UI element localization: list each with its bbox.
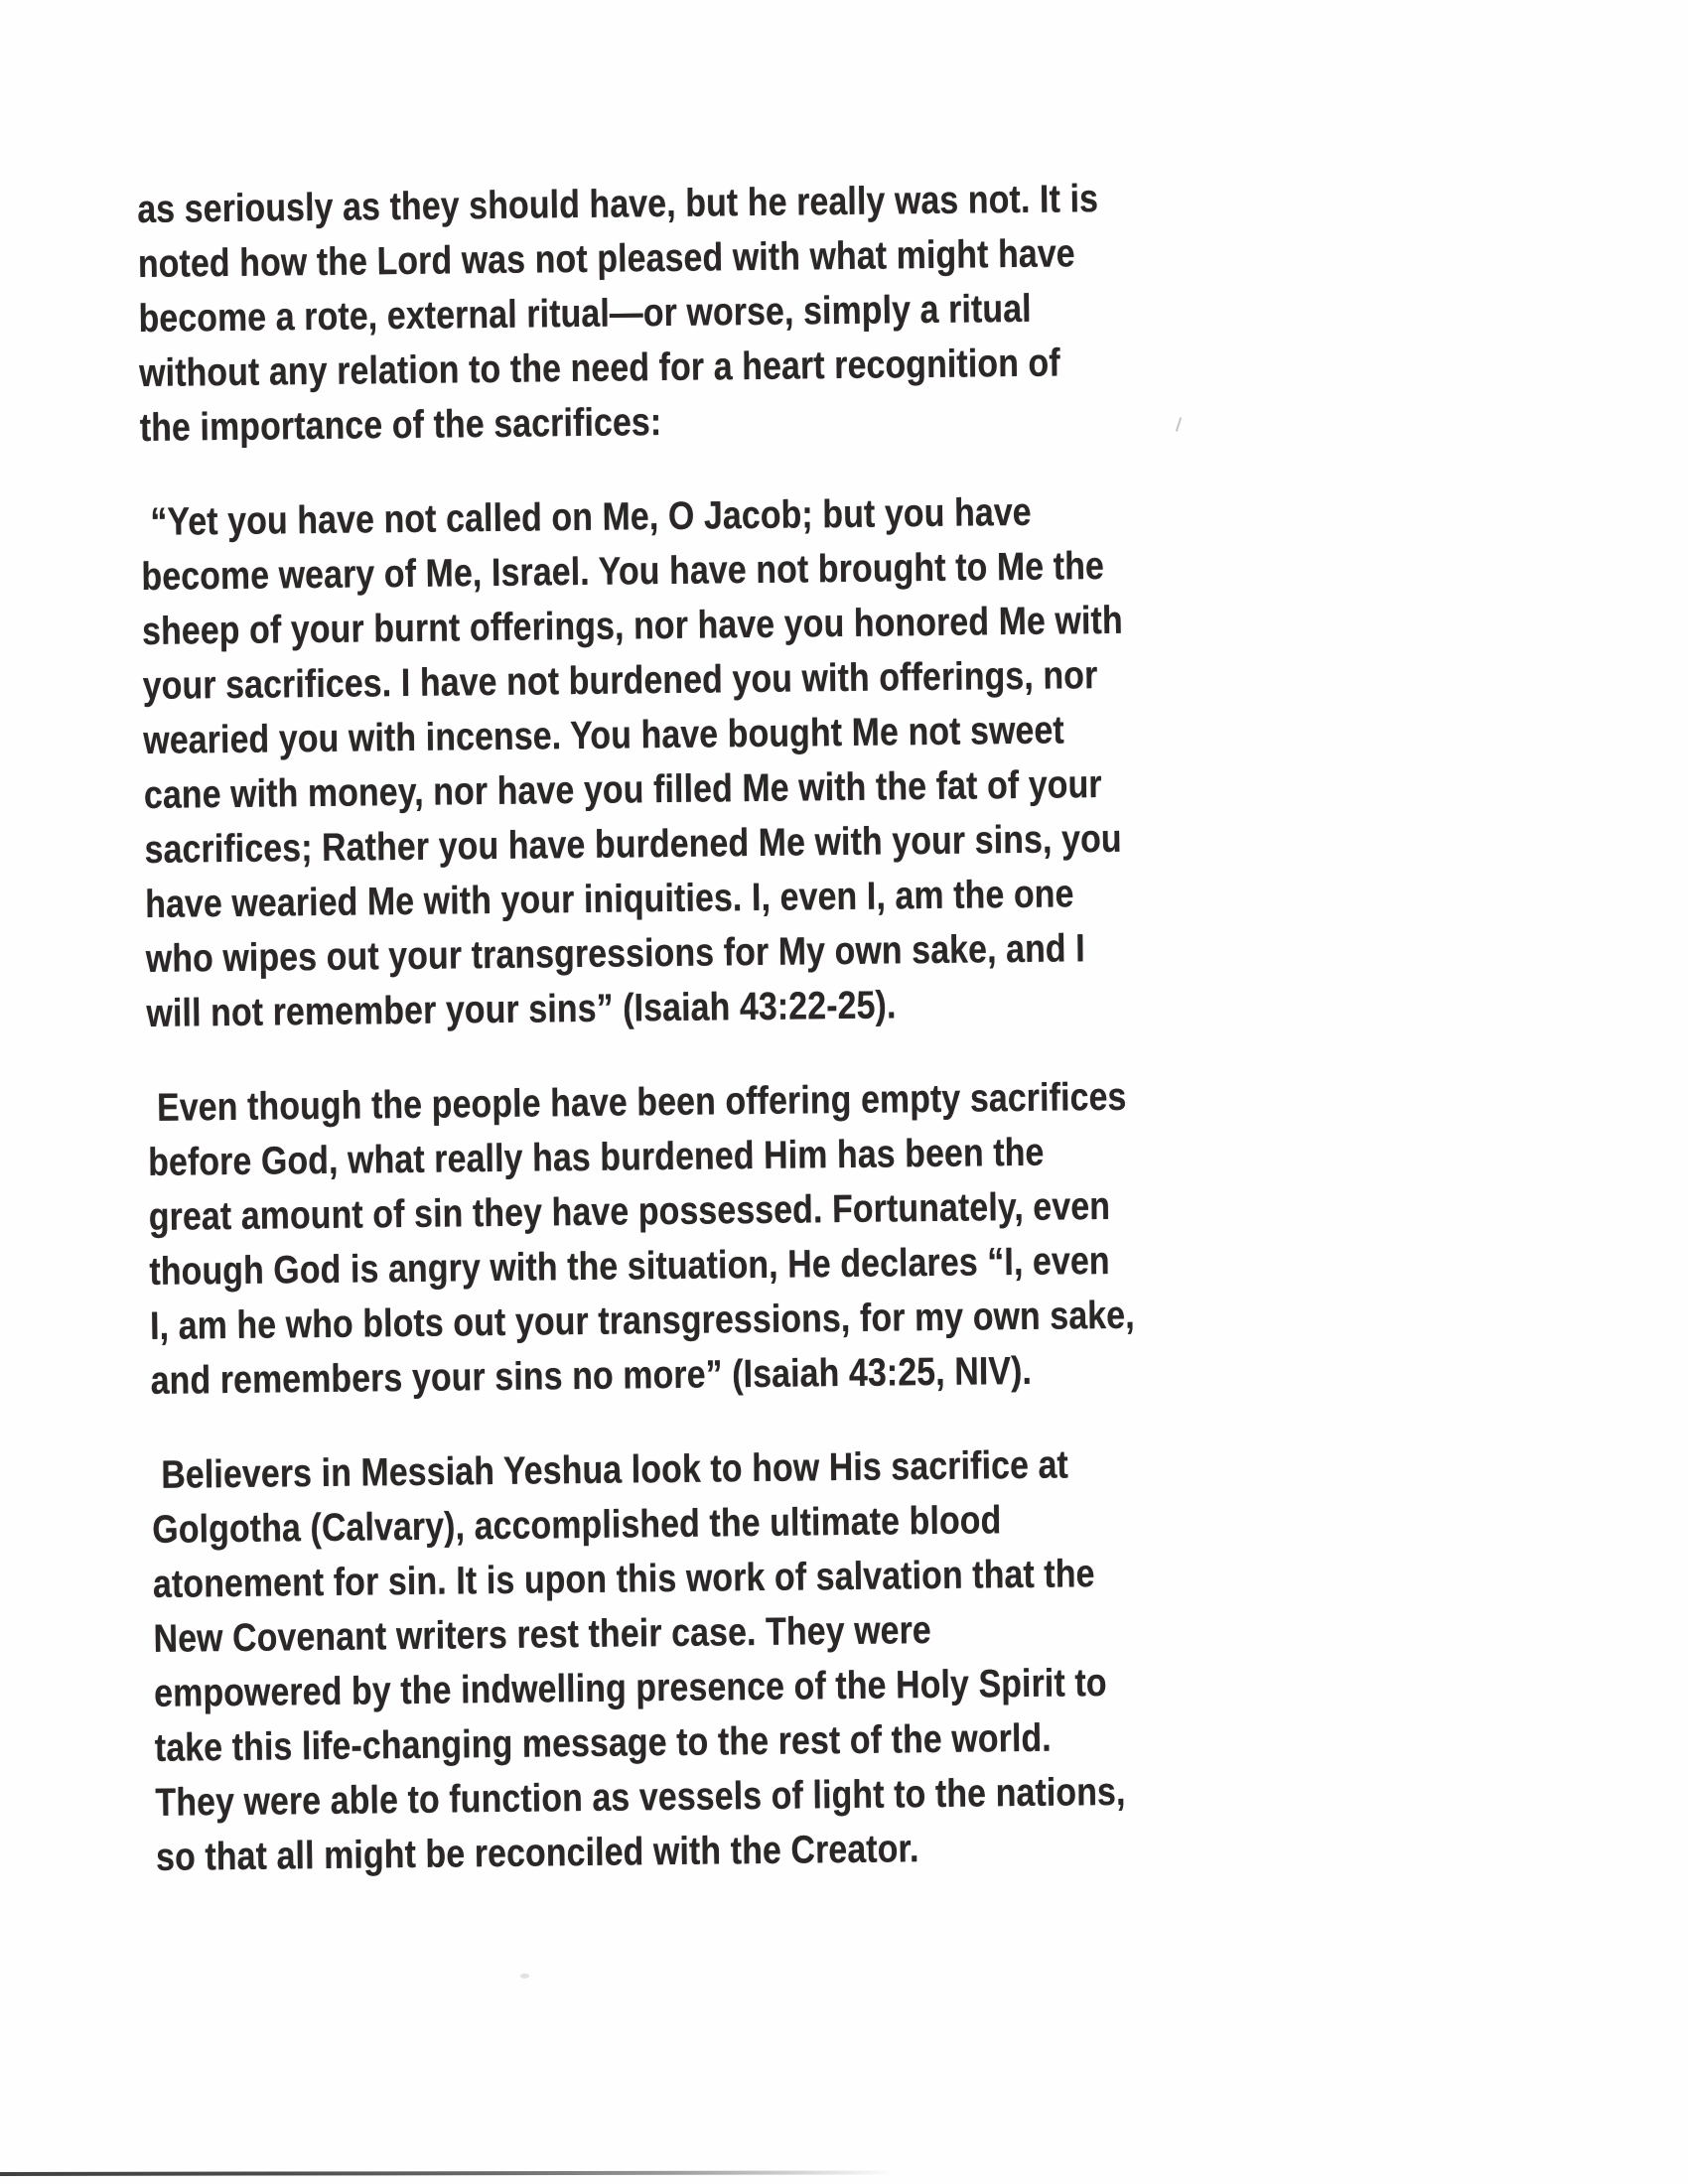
text-line: before God, what really has burdened Him has been the bbox=[147, 1130, 1045, 1184]
text-line: atonement for sin. It is upon this work of salvation that the bbox=[152, 1552, 1095, 1606]
text-line: I, am he who blots out your transgressions, for my own sake, bbox=[149, 1293, 1136, 1348]
text-line: become a rote, external ritual—or worse, simply a ritual bbox=[138, 286, 1032, 341]
paragraph bbox=[141, 479, 1539, 1041]
scan-artifact-speck bbox=[520, 1974, 529, 1979]
text-line: great amount of sin they have possessed. Fortunately, even bbox=[148, 1183, 1111, 1239]
text-line: your sacrifices. I have not burdened you with offerings, nor bbox=[142, 653, 1098, 708]
text-line: New Covenant writers rest their case. They were bbox=[153, 1608, 932, 1661]
text-line: sacrifices; Rather you have burdened Me with your sins, you bbox=[144, 816, 1122, 872]
paragraph bbox=[137, 167, 1532, 456]
text-line: Even though the people have been offering empty sacrifices bbox=[147, 1074, 1127, 1130]
text-line: “Yet you have not called on Me, O Jacob; but you have bbox=[140, 489, 1032, 544]
text-line: have wearied Me with your iniquities. I, even I, am the one bbox=[144, 872, 1074, 926]
text-line: noted how the Lord was not pleased with what might have bbox=[137, 231, 1075, 286]
text-line: wearied you with incense. You have bought Me not sweet bbox=[143, 708, 1065, 762]
text-line: empowered by the indwelling presence of the Holy Spirit to bbox=[154, 1661, 1107, 1715]
text-line: Believers in Messiah Yeshua look to how His sacrifice at bbox=[151, 1442, 1069, 1497]
text-line: They were able to function as vessels of light to the nations, bbox=[155, 1769, 1126, 1825]
text-line: and remembers your sins no more” (Isaiah 43:25, NIV). bbox=[150, 1348, 1033, 1403]
text-line: though God is angry with the situation, He declares “I, even bbox=[149, 1238, 1110, 1294]
text-line: Golgotha (Calvary), accomplished the ultimate blood bbox=[152, 1498, 1002, 1552]
text-line: who wipes out your transgressions for My own sake, and I bbox=[145, 926, 1086, 981]
text-line: become weary of Me, Israel. You have not brought to Me the bbox=[141, 543, 1105, 599]
text-line: so that all might be reconciled with the Creator. bbox=[155, 1827, 919, 1879]
text-line: sheep of your burnt offerings, nor have you honored Me with bbox=[141, 598, 1123, 653]
text-line: take this life-changing message to the rest of the world. bbox=[154, 1715, 1053, 1770]
paragraph bbox=[147, 1065, 1543, 1409]
text-line: cane with money, nor have you filled Me with the fat of your bbox=[143, 762, 1102, 817]
paragraph bbox=[151, 1433, 1548, 1885]
text-line: without any relation to the need for a heart recognition of bbox=[138, 341, 1060, 395]
scan-edge-line bbox=[0, 2170, 894, 2176]
text-line: the importance of the sacrifices: bbox=[139, 400, 662, 450]
text-line: as seriously as they should have, but he really was not. It is bbox=[137, 177, 1099, 231]
text-line: will not remember your sins” (Isaiah 43:22-25). bbox=[146, 983, 897, 1035]
document-text bbox=[137, 167, 1549, 1885]
